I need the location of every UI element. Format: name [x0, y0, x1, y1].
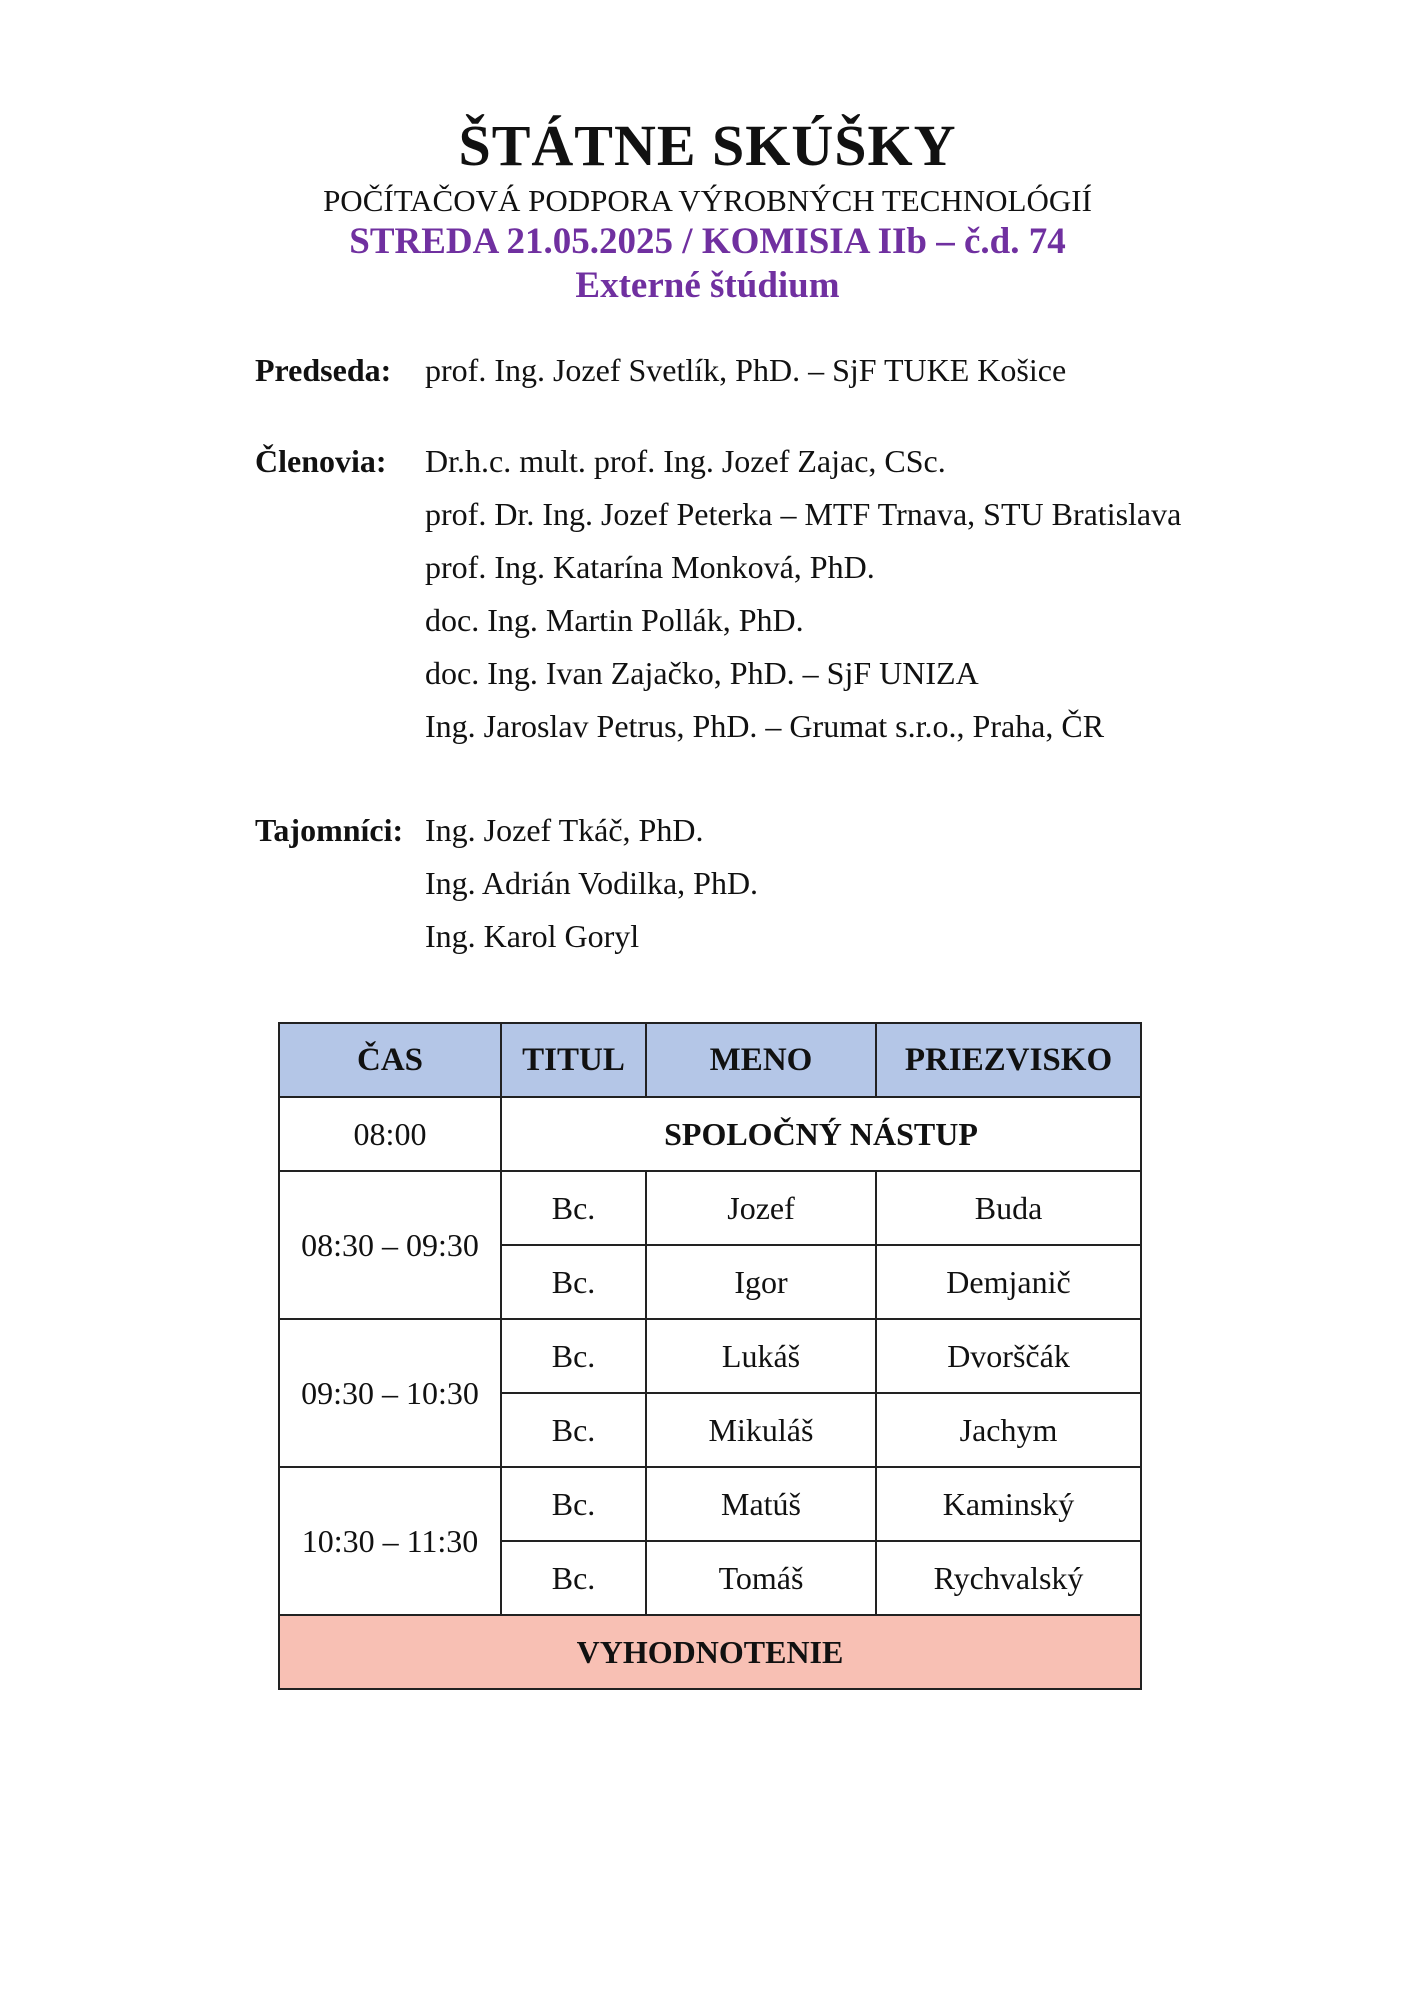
student-last-name: Jachym	[876, 1393, 1141, 1467]
member-name: doc. Ing. Ivan Zajačko, PhD. – SjF UNIZA	[425, 655, 979, 691]
slot-time: 10:30 – 11:30	[279, 1467, 501, 1615]
page-title: ŠTÁTNE SKÚŠKY	[458, 113, 957, 178]
opening-row	[279, 1097, 1141, 1171]
table-row	[279, 1467, 1141, 1541]
student-title: Bc.	[501, 1467, 646, 1541]
member-name: prof. Dr. Ing. Jozef Peterka – MTF Trnava, STU Bratislava	[425, 496, 1182, 532]
study-form: Externé štúdium	[575, 265, 840, 306]
student-last-name: Dvorščák	[876, 1319, 1141, 1393]
student-title: Bc.	[501, 1393, 646, 1467]
evaluation-label: VYHODNOTENIE	[279, 1615, 1141, 1689]
student-first-name: Jozef	[646, 1171, 876, 1245]
student-last-name: Kaminský	[876, 1467, 1141, 1541]
schedule-table	[278, 1022, 1142, 1690]
opening-time: 08:00	[279, 1097, 501, 1171]
members-label: Členovia:	[255, 443, 387, 479]
slot-time: 09:30 – 10:30	[279, 1319, 501, 1467]
date-commission: STREDA 21.05.2025 / KOMISIA IIb – č.d. 74	[349, 221, 1066, 262]
student-first-name: Matúš	[646, 1467, 876, 1541]
table-row	[279, 1171, 1141, 1245]
column-header-time: ČAS	[279, 1023, 501, 1097]
student-first-name: Lukáš	[646, 1319, 876, 1393]
table-header-row	[279, 1023, 1141, 1097]
column-header-first-name: MENO	[646, 1023, 876, 1097]
student-first-name: Igor	[646, 1245, 876, 1319]
program-name: POČÍTAČOVÁ PODPORA VÝROBNÝCH TECHNOLÓGIÍ	[323, 183, 1092, 218]
student-first-name: Mikuláš	[646, 1393, 876, 1467]
member-name: Ing. Jaroslav Petrus, PhD. – Grumat s.r.o., Praha, ČR	[425, 708, 1105, 744]
slot-time: 08:30 – 09:30	[279, 1171, 501, 1319]
student-title: Bc.	[501, 1541, 646, 1615]
secretary-name: Ing. Adrián Vodilka, PhD.	[425, 865, 759, 901]
member-name: prof. Ing. Katarína Monková, PhD.	[425, 549, 875, 585]
column-header-title: TITUL	[501, 1023, 646, 1097]
closing-row	[279, 1615, 1141, 1689]
secretary-name: Ing. Karol Goryl	[425, 918, 640, 954]
member-name: doc. Ing. Martin Pollák, PhD.	[425, 602, 804, 638]
student-last-name: Buda	[876, 1171, 1141, 1245]
student-last-name: Rychvalský	[876, 1541, 1141, 1615]
chair-label: Predseda:	[255, 352, 392, 388]
student-title: Bc.	[501, 1171, 646, 1245]
opening-label: SPOLOČNÝ NÁSTUP	[501, 1097, 1141, 1171]
chair-name: prof. Ing. Jozef Svetlík, PhD. – SjF TUKE Košice	[425, 352, 1067, 388]
member-name: Dr.h.c. mult. prof. Ing. Jozef Zajac, CSc.	[425, 443, 946, 479]
secretaries-label: Tajomníci:	[255, 812, 404, 848]
student-last-name: Demjanič	[876, 1245, 1141, 1319]
column-header-last-name: PRIEZVISKO	[876, 1023, 1141, 1097]
student-title: Bc.	[501, 1319, 646, 1393]
student-first-name: Tomáš	[646, 1541, 876, 1615]
secretary-name: Ing. Jozef Tkáč, PhD.	[425, 812, 704, 848]
table-row	[279, 1319, 1141, 1393]
student-title: Bc.	[501, 1245, 646, 1319]
